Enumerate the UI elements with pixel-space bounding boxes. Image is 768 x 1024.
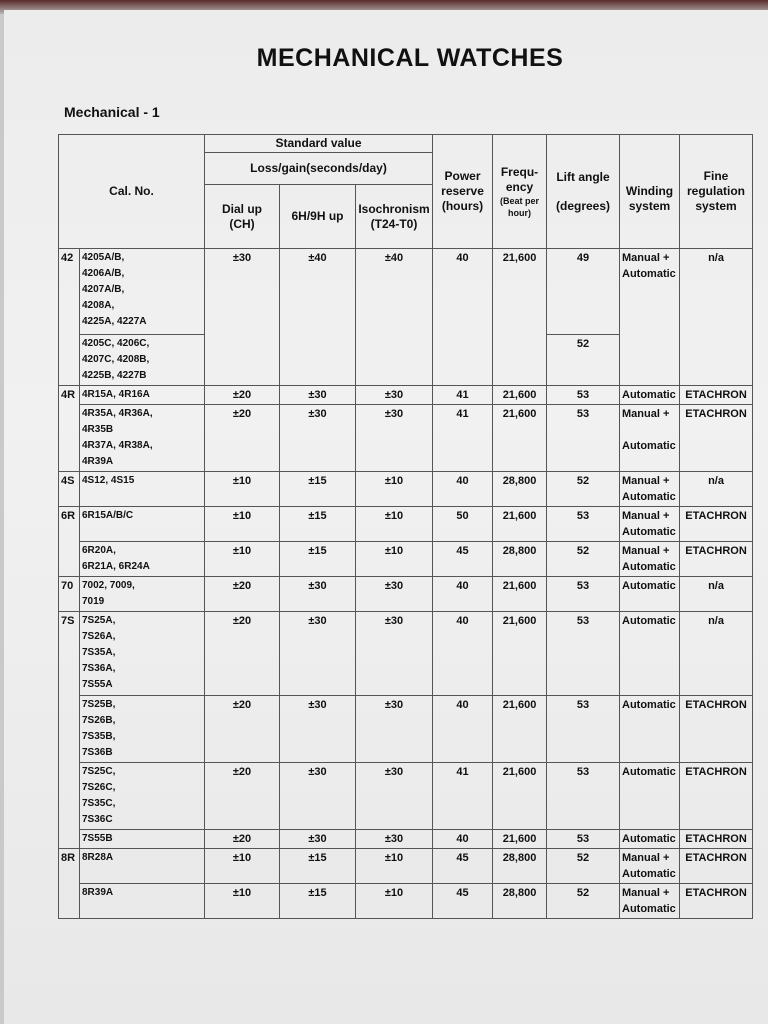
fine-regulation-cell: ETACHRON xyxy=(680,884,753,919)
fine-regulation-cell: ETACHRON xyxy=(680,386,753,405)
table-row xyxy=(59,249,753,335)
dial-up-cell: ±20 xyxy=(205,577,280,612)
caliber-group: 70 xyxy=(59,577,80,612)
header-6h-9h-up: 6H/9H up xyxy=(280,185,356,249)
six-nine-cell: ±15 xyxy=(280,542,356,577)
power-reserve-cell: 40 xyxy=(433,577,493,612)
caliber-group: 4R xyxy=(59,386,80,472)
lift-angle-cell: 52 xyxy=(547,884,620,919)
lift-angle-cell: 52 xyxy=(547,472,620,507)
power-reserve-cell: 40 xyxy=(433,249,493,386)
isochronism-cell: ±10 xyxy=(356,542,433,577)
table-row xyxy=(59,830,753,849)
caliber-models: 6R15A/B/C xyxy=(80,507,205,542)
winding-system-cell: Automatic xyxy=(620,612,680,696)
frequency-cell: 21,600 xyxy=(493,386,547,405)
isochronism-cell: ±10 xyxy=(356,884,433,919)
caliber-models: 4S12, 4S15 xyxy=(80,472,205,507)
table-row xyxy=(59,542,753,577)
table-row xyxy=(59,612,753,696)
header-lift-angle xyxy=(547,135,620,249)
winding-system-cell: Manual + Automatic xyxy=(620,249,680,386)
header-isochronism xyxy=(356,185,433,249)
table-row xyxy=(59,386,753,405)
dial-up-cell: ±20 xyxy=(205,763,280,830)
frequency-cell: 28,800 xyxy=(493,849,547,884)
fine-regulation-cell: ETACHRON xyxy=(680,405,753,472)
isochronism-cell: ±30 xyxy=(356,830,433,849)
header-cal-no: Cal. No. xyxy=(59,135,205,249)
caliber-models: 7002, 7009, 7019 xyxy=(80,577,205,612)
frequency-cell: 21,600 xyxy=(493,577,547,612)
section-subtitle: Mechanical - 1 xyxy=(64,104,160,120)
page-title: MECHANICAL WATCHES xyxy=(256,44,564,72)
fine-regulation-cell: ETACHRON xyxy=(680,849,753,884)
fine-regulation-cell: n/a xyxy=(680,577,753,612)
lift-angle-cell: 53 xyxy=(547,612,620,696)
dial-up-cell: ±20 xyxy=(205,830,280,849)
header-freq-line4: hour) xyxy=(508,207,532,218)
table-row xyxy=(59,507,753,542)
power-reserve-cell: 40 xyxy=(433,472,493,507)
isochronism-cell: ±30 xyxy=(356,577,433,612)
header-power-line2: reserve xyxy=(441,184,484,198)
winding-system-cell: Automatic xyxy=(620,386,680,405)
winding-system-cell: Automatic xyxy=(620,577,680,612)
six-nine-cell: ±30 xyxy=(280,386,356,405)
six-nine-cell: ±40 xyxy=(280,249,356,386)
power-reserve-cell: 40 xyxy=(433,612,493,696)
lift-angle-cell: 53 xyxy=(547,763,620,830)
caliber-models: 7S55B xyxy=(80,830,205,849)
caliber-group: 7S xyxy=(59,612,80,849)
six-nine-cell: ±30 xyxy=(280,763,356,830)
fine-regulation-cell: n/a xyxy=(680,612,753,696)
isochronism-cell: ±30 xyxy=(356,386,433,405)
isochronism-cell: ±40 xyxy=(356,249,433,386)
isochronism-cell: ±30 xyxy=(356,405,433,472)
caliber-models: 7S25A, 7S26A, 7S35A, 7S36A, 7S55A xyxy=(80,612,205,696)
header-standard-value: Standard value xyxy=(205,135,433,153)
winding-system-cell: Manual + Automatic xyxy=(620,884,680,919)
header-winding-line1: Winding xyxy=(625,183,674,198)
caliber-models: 4205A/B, 4206A/B, 4207A/B, 4208A, 4225A, 4227A xyxy=(80,249,205,335)
dial-up-cell: ±20 xyxy=(205,696,280,763)
fine-regulation-cell: n/a xyxy=(680,472,753,507)
frequency-cell: 21,600 xyxy=(493,405,547,472)
dial-up-cell: ±10 xyxy=(205,849,280,884)
caliber-models: 8R39A xyxy=(80,884,205,919)
header-iso-line1: Isochronism xyxy=(358,201,430,216)
power-reserve-cell: 41 xyxy=(433,386,493,405)
winding-system-cell: Manual + Automatic xyxy=(620,542,680,577)
six-nine-cell: ±15 xyxy=(280,884,356,919)
six-nine-cell: ±15 xyxy=(280,849,356,884)
frequency-cell: 21,600 xyxy=(493,249,547,386)
lift-angle-cell: 53 xyxy=(547,696,620,763)
header-freq-line3: (Beat per xyxy=(500,195,540,206)
six-nine-cell: ±30 xyxy=(280,830,356,849)
fine-regulation-cell: ETACHRON xyxy=(680,542,753,577)
lift-angle-cell: 53 xyxy=(547,830,620,849)
caliber-models: 7S25C, 7S26C, 7S35C, 7S36C xyxy=(80,763,205,830)
table-row xyxy=(59,763,753,830)
header-freq-line1: Frequ- xyxy=(500,164,539,179)
winding-system-cell: Manual + Automatic xyxy=(620,472,680,507)
header-loss-gain: Loss/gain(seconds/day) xyxy=(205,153,433,185)
lift-angle-cell: 53 xyxy=(547,577,620,612)
lift-angle-cell: 49 xyxy=(547,249,620,335)
table-row xyxy=(59,405,753,472)
winding-system-cell: Automatic xyxy=(620,830,680,849)
frequency-cell: 28,800 xyxy=(493,884,547,919)
lift-angle-cell: 52 xyxy=(547,849,620,884)
dial-up-cell: ±20 xyxy=(205,405,280,472)
winding-system-cell: Automatic xyxy=(620,763,680,830)
table-row xyxy=(59,696,753,763)
header-fine-line2: regulation xyxy=(687,184,746,198)
table-row xyxy=(59,884,753,919)
dial-up-cell: ±10 xyxy=(205,507,280,542)
power-reserve-cell: 45 xyxy=(433,884,493,919)
caliber-group: 4S xyxy=(59,472,80,507)
power-reserve-cell: 41 xyxy=(433,763,493,830)
header-fine-line1: Fine xyxy=(703,169,729,183)
winding-system-cell: Manual + Automatic xyxy=(620,405,680,472)
header-power-reserve xyxy=(433,135,493,249)
header-fine-regulation xyxy=(680,135,753,249)
power-reserve-cell: 40 xyxy=(433,830,493,849)
fine-regulation-cell: n/a xyxy=(680,249,753,386)
lift-angle-cell: 52 xyxy=(547,335,620,386)
table-row xyxy=(59,849,753,884)
dial-up-cell: ±20 xyxy=(205,386,280,405)
isochronism-cell: ±10 xyxy=(356,472,433,507)
header-power-line1: Power xyxy=(444,169,481,183)
table-row xyxy=(59,577,753,612)
winding-system-cell: Manual + Automatic xyxy=(620,507,680,542)
header-lift-line2: (degrees) xyxy=(556,198,611,213)
caliber-models: 8R28A xyxy=(80,849,205,884)
power-reserve-cell: 40 xyxy=(433,696,493,763)
header-winding-line2: system xyxy=(628,198,671,213)
frequency-cell: 21,600 xyxy=(493,507,547,542)
header-fine-line3: system xyxy=(695,199,737,213)
header-lift-line1: Lift angle xyxy=(556,169,610,184)
power-reserve-cell: 45 xyxy=(433,542,493,577)
six-nine-cell: ±15 xyxy=(280,507,356,542)
header-dial-line2: (CH) xyxy=(229,216,255,231)
caliber-models: 6R20A, 6R21A, 6R24A xyxy=(80,542,205,577)
frequency-cell: 21,600 xyxy=(493,830,547,849)
caliber-models: 7S25B, 7S26B, 7S35B, 7S36B xyxy=(80,696,205,763)
isochronism-cell: ±30 xyxy=(356,763,433,830)
six-nine-cell: ±30 xyxy=(280,577,356,612)
power-reserve-cell: 41 xyxy=(433,405,493,472)
six-nine-cell: ±15 xyxy=(280,472,356,507)
watch-spec-table xyxy=(58,134,753,919)
dial-up-cell: ±10 xyxy=(205,472,280,507)
frequency-cell: 21,600 xyxy=(493,696,547,763)
fine-regulation-cell: ETACHRON xyxy=(680,763,753,830)
dial-up-cell: ±30 xyxy=(205,249,280,386)
table-row xyxy=(59,472,753,507)
header-dial-up xyxy=(205,185,280,249)
dial-up-cell: ±20 xyxy=(205,612,280,696)
lift-angle-cell: 53 xyxy=(547,386,620,405)
power-reserve-cell: 50 xyxy=(433,507,493,542)
header-freq-line2: ency xyxy=(505,179,534,194)
frequency-cell: 28,800 xyxy=(493,472,547,507)
caliber-group: 8R xyxy=(59,849,80,919)
lift-angle-cell: 52 xyxy=(547,542,620,577)
isochronism-cell: ±10 xyxy=(356,507,433,542)
frequency-cell: 21,600 xyxy=(493,612,547,696)
six-nine-cell: ±30 xyxy=(280,696,356,763)
six-nine-cell: ±30 xyxy=(280,612,356,696)
isochronism-cell: ±30 xyxy=(356,612,433,696)
lift-angle-cell: 53 xyxy=(547,507,620,542)
caliber-models: 4R15A, 4R16A xyxy=(80,386,205,405)
isochronism-cell: ±30 xyxy=(356,696,433,763)
fine-regulation-cell: ETACHRON xyxy=(680,507,753,542)
frequency-cell: 28,800 xyxy=(493,542,547,577)
frequency-cell: 21,600 xyxy=(493,763,547,830)
caliber-models: 4R35A, 4R36A, 4R35B 4R37A, 4R38A, 4R39A xyxy=(80,405,205,472)
caliber-group: 6R xyxy=(59,507,80,577)
dial-up-cell: ±10 xyxy=(205,884,280,919)
header-iso-line2: (T24-T0) xyxy=(370,216,418,231)
fine-regulation-cell: ETACHRON xyxy=(680,696,753,763)
header-winding-system xyxy=(620,135,680,249)
header-frequency xyxy=(493,135,547,249)
winding-system-cell: Automatic xyxy=(620,696,680,763)
dial-up-cell: ±10 xyxy=(205,542,280,577)
winding-system-cell: Manual + Automatic xyxy=(620,849,680,884)
isochronism-cell: ±10 xyxy=(356,849,433,884)
header-dial-line1: Dial up xyxy=(222,201,263,216)
power-reserve-cell: 45 xyxy=(433,849,493,884)
fine-regulation-cell: ETACHRON xyxy=(680,830,753,849)
lift-angle-cell: 53 xyxy=(547,405,620,472)
six-nine-cell: ±30 xyxy=(280,405,356,472)
caliber-group: 42 xyxy=(59,249,80,386)
header-power-line3: (hours) xyxy=(441,199,484,213)
caliber-models: 4205C, 4206C, 4207C, 4208B, 4225B, 4227B xyxy=(80,335,205,386)
